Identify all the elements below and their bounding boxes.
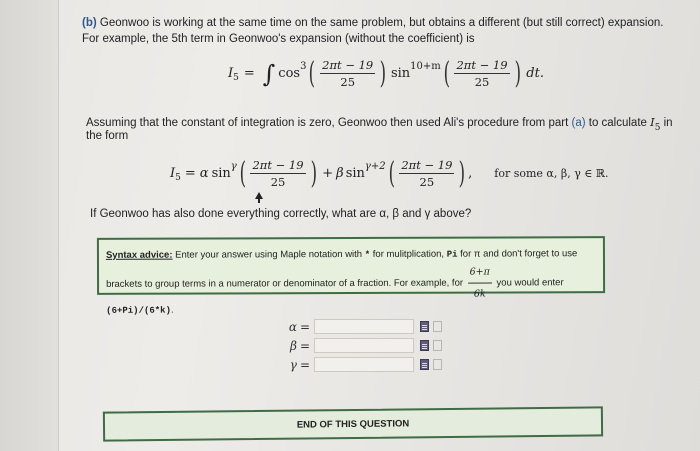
assume-line-1: Assuming that the constant of integration is zero, Geonwoo then used Ali's procedure from part (a) to calculate $I_5$ in xyxy=(86,115,673,133)
intro-line-2: For example, the 5th term in Geonwoo's expansion (without the coefficient) is xyxy=(82,33,475,45)
preview-icon[interactable] xyxy=(420,321,429,332)
mouse-cursor xyxy=(255,192,263,199)
fraction: $\frac{2\pi t - 19}{25}$ xyxy=(456,58,508,89)
part-label: (b) xyxy=(82,17,97,29)
intro-line-1: (b) Geonwoo is working at the same time on the same problem, but obtains a different (but still correct) expansion. xyxy=(82,17,664,29)
help-icon[interactable] xyxy=(433,321,442,332)
syntax-advice-box: Syntax advice: Enter your answer using Maple notation with * for mulitplication, Pi for π and don't forget to use brackets to group terms in a numerator or denominator of a fraction. For example, for $\frac{6+\pi}{6k}$ you would enter (6+Pi)/(6*k). xyxy=(97,236,605,295)
fraction: $\frac{2\pi t - 19}{25}$ xyxy=(322,58,374,89)
assume-line-2: the form xyxy=(86,130,129,142)
preview-icon[interactable] xyxy=(420,340,429,351)
end-of-question-banner: END OF THIS QUESTION xyxy=(103,406,603,441)
equation-integral: I 5 = ∫ cos 3 ( $\frac{2\pi t - 19}{25}$ ) sin 10+m ( $\frac{2\pi t - 19}{25}$ ) dt. xyxy=(228,55,544,91)
integral-sign: ∫ xyxy=(262,59,276,88)
help-icon[interactable] xyxy=(433,340,442,351)
syntax-advice-title: Syntax advice: xyxy=(105,249,173,261)
example-code: (6+Pi)/(6*k) xyxy=(106,305,171,316)
alpha-input[interactable] xyxy=(314,319,414,334)
answer-row-alpha: α = xyxy=(280,318,442,335)
part-a-link[interactable]: (a) xyxy=(571,117,586,129)
gamma-input[interactable] xyxy=(314,357,414,372)
equation-form: I 5 = α sin γ ( $\frac{2\pi t - 19}{25}$ ) + β sin γ+2 ( $\frac{2\pi t - 19}{25}$ ) , for some α, β, γ ∈ ℝ. xyxy=(170,155,609,191)
beta-input[interactable] xyxy=(314,338,414,353)
answer-row-beta: β = xyxy=(280,337,442,354)
help-icon[interactable] xyxy=(433,359,442,370)
question-prompt: If Geonwoo has also done everything correctly, what are α, β and γ above? xyxy=(90,208,472,220)
preview-icon[interactable] xyxy=(420,359,429,370)
answer-row-gamma: γ = xyxy=(280,356,442,373)
